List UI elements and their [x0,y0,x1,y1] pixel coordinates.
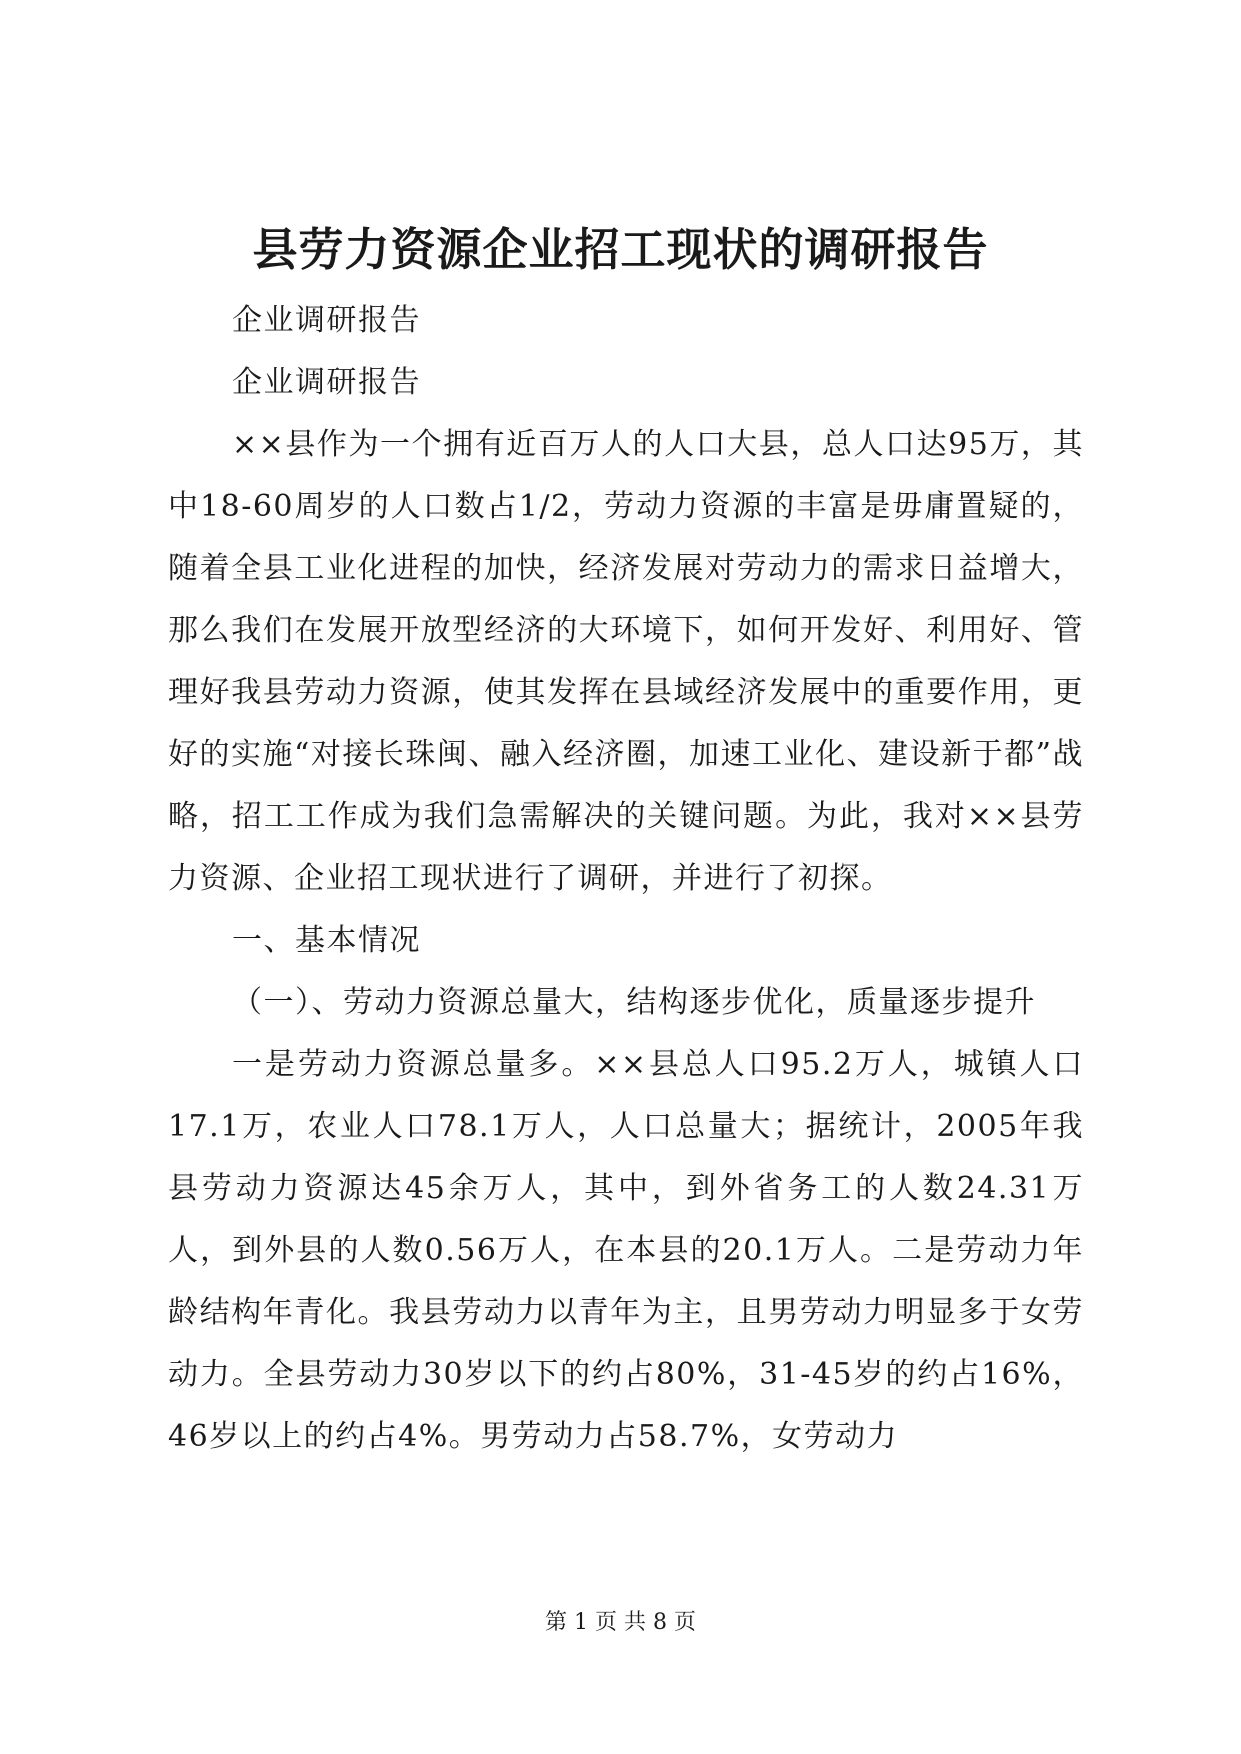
subsection-heading-1: （一）、劳动力资源总量大，结构逐步优化，质量逐步提升 [232,985,1036,1020]
document-title: 县劳力资源企业招工现状的调研报告 [252,223,989,276]
paragraph-intro: ××县作为一个拥有近百万人的人口大县，总人口达95万，其中18-60周岁的人口数占1/2，劳动力资源的丰富是毋庸置疑的，随着全县工业化进程的加快，经济发展对劳动力的需求日益增大，那么我们在发展开放型经济的大环境下，如何开发好、利用好、管理好我县劳动力资源，使其发挥在县域经济发展中的重要作用，更好的实施“对接长珠闽、融入经济圈，加速工业化、建设新于都”战略，招工工作成为我们急需解决的关键问题。为此，我对××县劳力资源、企业招工现状进行了调研，并进行了初探。 [168,427,1084,896]
document-body [168,290,1084,1468]
paragraph-subtitle-2: 企业调研报告 [232,365,421,400]
page-number: 第 1 页 共 8 页 [545,1610,696,1635]
paragraph-labor-resources: 一是劳动力资源总量多。××县总人口95.2万人，城镇人口17.1万，农业人口78.1万人，人口总量大；据统计，2005年我县劳动力资源达45余万人，其中，到外省务工的人数24.31万人，到外县的人数0.56万人，在本县的20.1万人。二是劳动力年龄结构年青化。我县劳动力以青年为主，且男劳动力明显多于女劳动力。全县劳动力30岁以下的约占80%，31-45岁的约占16%，46岁以上的约占4%。男劳动力占58.7%，女劳动力 [168,1047,1084,1454]
paragraph-subtitle-1: 企业调研报告 [232,303,421,338]
section-heading-basic: 一、基本情况 [232,923,421,958]
